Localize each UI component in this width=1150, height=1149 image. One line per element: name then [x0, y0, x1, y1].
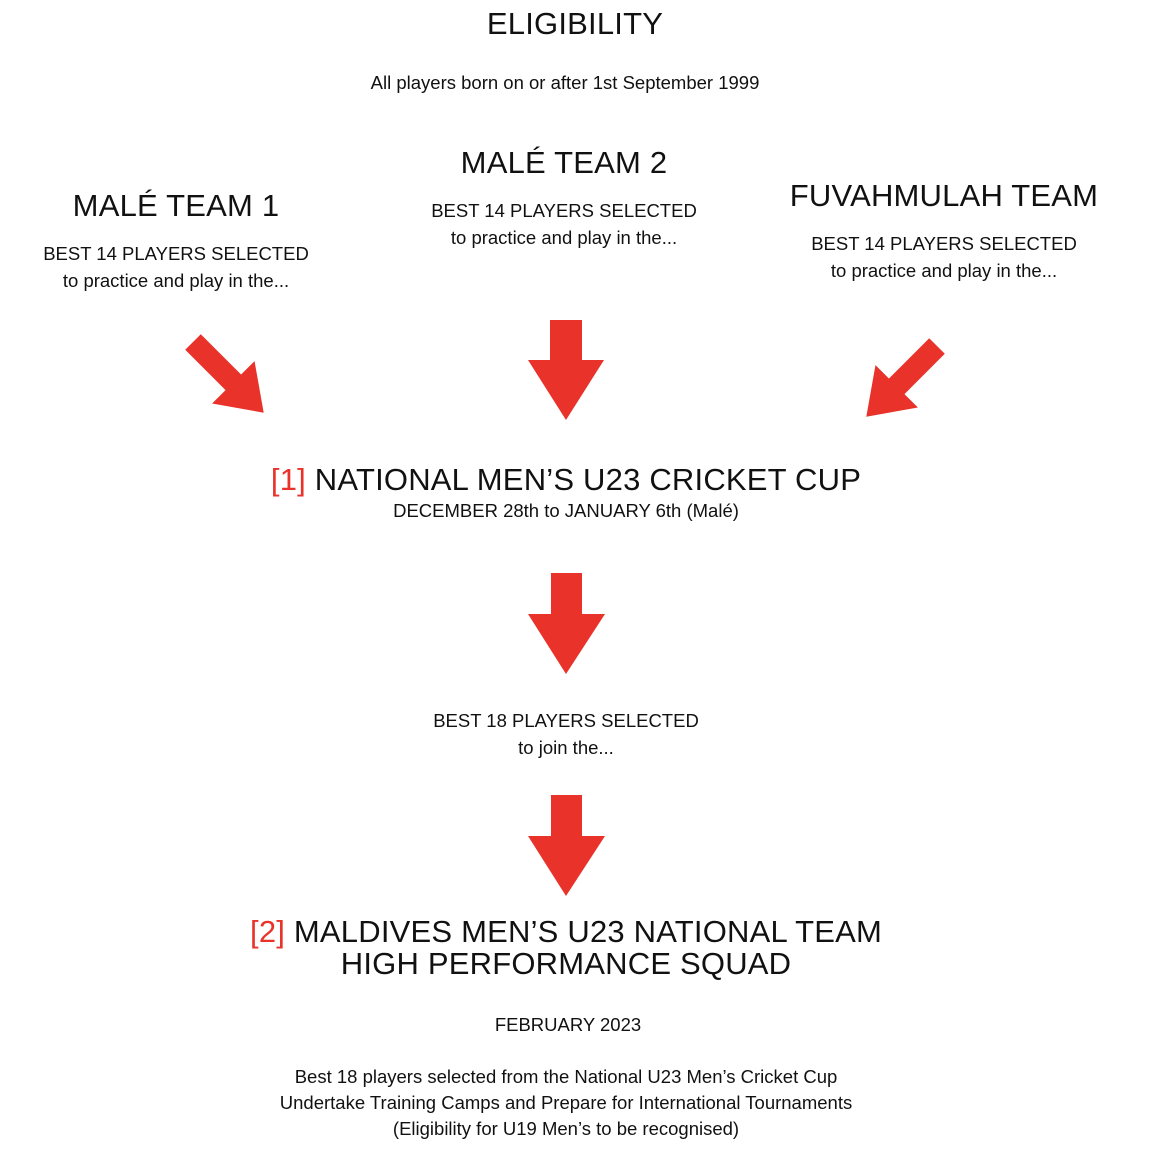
down-arrow-icon: [528, 573, 605, 674]
team-selection-line1: BEST 14 PLAYERS SELECTED: [43, 243, 309, 264]
stage-1-number: [1]: [270, 462, 306, 497]
team-selection-line2: to practice and play in the...: [450, 227, 678, 248]
down-arrow-icon: [528, 795, 605, 896]
team-name: MALÉ TEAM 2: [460, 145, 668, 180]
stage-2-note: Undertake Training Camps and Prepare for International Tournaments: [279, 1092, 853, 1113]
stage-2-note: (Eligibility for U19 Men’s to be recognised): [392, 1118, 740, 1139]
stage-2-note: Best 18 players selected from the National U23 Men’s Cricket Cup: [294, 1066, 838, 1087]
team-name: MALÉ TEAM 1: [72, 188, 280, 223]
stage-1-dates: DECEMBER 28th to JANUARY 6th (Malé): [393, 500, 739, 521]
stage-2-title-line2: HIGH PERFORMANCE SQUAD: [340, 946, 792, 981]
down-arrow-icon: [528, 320, 604, 420]
team-selection-line1: BEST 14 PLAYERS SELECTED: [811, 233, 1077, 254]
page-title: ELIGIBILITY: [486, 6, 664, 41]
stage-2-name: MALDIVES MEN’S U23 NATIONAL TEAM: [293, 914, 882, 949]
stage-2-block: [0, 916, 1132, 980]
stage-2-number: [2]: [250, 914, 286, 949]
eligibility-subtitle: All players born on or after 1st September 1999: [370, 72, 760, 93]
selection-line2: to join the...: [518, 737, 614, 758]
team-selection-line1: BEST 14 PLAYERS SELECTED: [431, 200, 697, 221]
stage-1-title: [0, 462, 1132, 498]
stage-2-title-line1: [0, 916, 1132, 948]
selection-line1: BEST 18 PLAYERS SELECTED: [433, 710, 699, 731]
selection-text: [0, 707, 1132, 761]
team-selection-line2: to practice and play in the...: [62, 270, 290, 291]
stage-2-title: [0, 916, 1132, 980]
stage-2-notes: [0, 1064, 1132, 1142]
down-left-arrow-icon: [845, 325, 958, 438]
team-selection-line2: to practice and play in the...: [830, 260, 1058, 281]
team-name: FUVAHMULAH TEAM: [789, 178, 1099, 213]
down-right-arrow-icon: [172, 321, 285, 434]
stage-2-date: FEBRUARY 2023: [494, 1014, 642, 1035]
stage-1-name: NATIONAL MEN’S U23 CRICKET CUP: [314, 462, 862, 497]
stage-1-block: [0, 462, 1132, 522]
